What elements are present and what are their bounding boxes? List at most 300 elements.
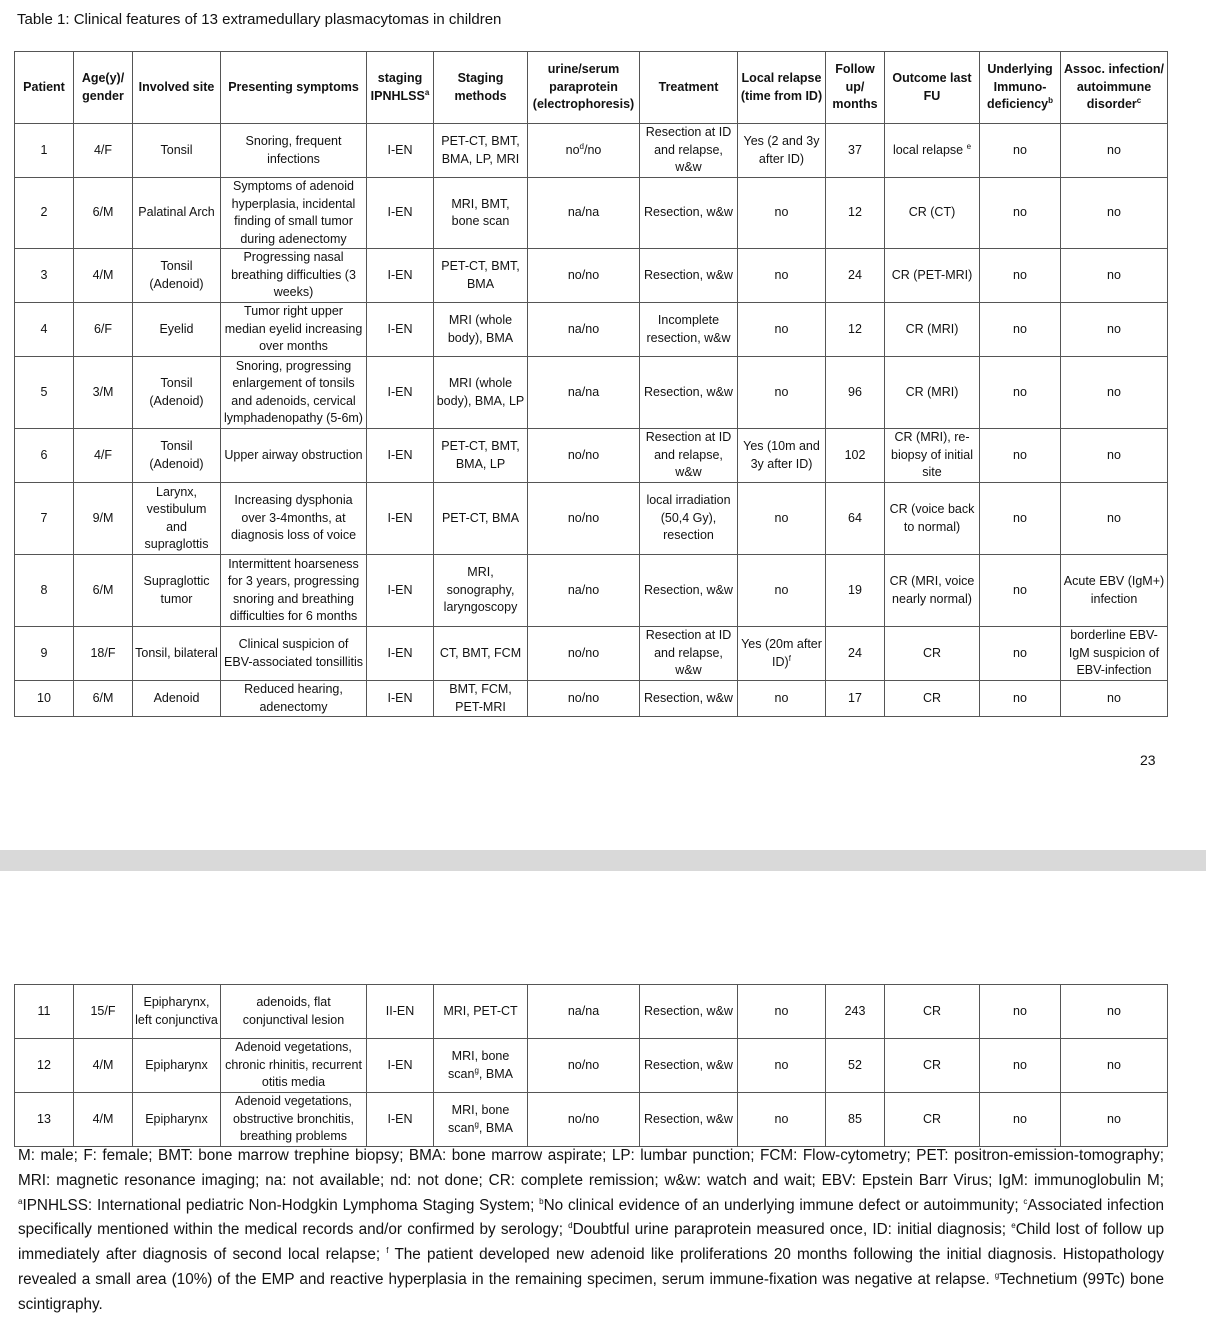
footnote-marker: d — [579, 141, 584, 151]
cell-text: Age(y)/ gender — [81, 71, 125, 103]
cell-text: na/na — [567, 205, 600, 220]
cell-text: The patient developed new adenoid like proliferations 20 months following the initial diagnosis. Histopathology revealed a small area (10%) of the EMP and reactive hyperplasia in the remaining specimen, serum immune-fixation was negative at relapse. — [18, 1246, 1164, 1288]
cell-text: 6 — [40, 447, 48, 462]
cell-text: 8 — [40, 582, 48, 597]
cell-text: no — [1107, 384, 1121, 399]
cell-text: Resection, w&w — [644, 1057, 733, 1072]
table-cell — [738, 627, 826, 681]
cell-text: Acute EBV (IgM+) infection — [1063, 574, 1165, 606]
table-cell — [15, 178, 74, 249]
clinical-features-table-part2 — [14, 984, 1168, 1147]
table-cell — [1061, 178, 1168, 249]
cell-text: PET-CT, BMT, BMA, LP — [441, 439, 520, 471]
cell-text: 10 — [37, 690, 51, 705]
footnote-marker: e — [1011, 1221, 1016, 1231]
cell-text: Adenoid vegetations, obstructive bronchitis, breathing problems — [233, 1094, 354, 1144]
cell-text: no — [1107, 205, 1121, 220]
cell-text: no — [774, 205, 789, 220]
cell-text: Presenting symptoms — [228, 79, 359, 94]
table-cell — [640, 555, 738, 627]
cell-text: no — [774, 267, 789, 282]
table-cell — [221, 555, 367, 627]
cell-text: 85 — [848, 1111, 862, 1126]
table-cell — [15, 1093, 74, 1147]
cell-text: adenoids, flat conjunctival lesion — [242, 995, 345, 1027]
cell-text: CR (MRI), re-biopsy of initial site — [891, 430, 973, 480]
cell-text: CR — [922, 645, 942, 660]
footnote-marker: g — [474, 1065, 479, 1075]
cell-text: PET-CT, BMT, BMA, LP, MRI — [441, 134, 520, 166]
cell-text: Adenoid — [153, 690, 200, 705]
column-header — [367, 52, 434, 124]
table-cell — [738, 555, 826, 627]
cell-text: 15/F — [90, 1003, 116, 1018]
table-cell — [826, 555, 885, 627]
cell-text: 9/M — [92, 510, 114, 525]
cell-text: Supraglottic tumor — [143, 574, 210, 606]
table-cell — [885, 178, 980, 249]
cell-text: Snoring, progressing enlargement of tonsils and adenoids, cervical lymphadenopathy (5-6m) — [224, 358, 363, 425]
table-cell — [826, 1039, 885, 1093]
table-cell — [434, 429, 528, 483]
table-cell — [885, 357, 980, 429]
table-row — [15, 303, 1168, 357]
cell-text: MRI, PET-CT — [443, 1003, 518, 1018]
table-row — [15, 1039, 1168, 1093]
cell-text: no/no — [567, 1057, 600, 1072]
cell-text: I-EN — [387, 690, 413, 705]
cell-text: 52 — [848, 1057, 862, 1072]
table-cell — [980, 985, 1061, 1039]
cell-text: I-EN — [387, 1057, 413, 1072]
table-cell — [15, 429, 74, 483]
cell-text: 6/M — [92, 690, 114, 705]
cell-text: Patient — [23, 79, 65, 94]
cell-text: /no — [583, 142, 602, 157]
cell-text: no — [1107, 690, 1121, 705]
cell-text: Snoring, frequent infections — [245, 134, 342, 166]
cell-text: I-EN — [387, 447, 413, 462]
column-header — [826, 52, 885, 124]
cell-text: CR (MRI, voice nearly normal) — [889, 574, 975, 606]
table-cell — [133, 681, 221, 717]
cell-text: 37 — [848, 142, 862, 157]
table-cell — [133, 985, 221, 1039]
table-cell — [74, 627, 133, 681]
table-cell — [133, 357, 221, 429]
table-cell — [826, 124, 885, 178]
table-cell — [367, 357, 434, 429]
cell-text: Progressing nasal breathing difficulties (3 weeks) — [231, 250, 356, 300]
table-cell — [528, 1093, 640, 1147]
table-cell — [367, 1093, 434, 1147]
cell-text: 4/M — [92, 1111, 114, 1126]
cell-text: no — [774, 384, 789, 399]
table-cell — [133, 249, 221, 303]
cell-text: I-EN — [387, 321, 413, 336]
cell-text: 18/F — [90, 645, 116, 660]
cell-text: no — [774, 1003, 789, 1018]
cell-text: 4 — [40, 321, 48, 336]
cell-text: 4/M — [92, 267, 114, 282]
table-cell — [980, 483, 1061, 555]
table-cell — [640, 985, 738, 1039]
table-cell — [885, 249, 980, 303]
table-cell — [528, 1039, 640, 1093]
table-cell — [826, 303, 885, 357]
table-cell — [528, 429, 640, 483]
cell-text: Epipharynx, left conjunctiva — [135, 995, 218, 1027]
cell-text: 1 — [40, 142, 48, 157]
cell-text: Staging methods — [454, 71, 507, 103]
cell-text: , BMA — [478, 1120, 513, 1135]
table-cell — [1061, 429, 1168, 483]
footnote-marker: f — [788, 653, 791, 663]
table-cell — [1061, 555, 1168, 627]
cell-text: Increasing dysphonia over 3-4months, at diagnosis loss of voice — [230, 493, 357, 543]
footnote-marker: g — [474, 1119, 479, 1129]
table-cell — [738, 429, 826, 483]
table-cell — [738, 1039, 826, 1093]
table-cell — [15, 627, 74, 681]
cell-text: I-EN — [387, 205, 413, 220]
cell-text: no — [1013, 510, 1027, 525]
table-row — [15, 985, 1168, 1039]
cell-text: 4/F — [93, 447, 113, 462]
table-cell — [133, 1039, 221, 1093]
table-cell — [367, 124, 434, 178]
cell-text: no — [1107, 447, 1121, 462]
table-cell — [826, 483, 885, 555]
cell-text: Assoc. infection/ autoimmune disorder — [1063, 62, 1165, 112]
table-cell — [434, 1039, 528, 1093]
cell-text: 13 — [37, 1111, 51, 1126]
cell-text: I-EN — [387, 582, 413, 597]
cell-text: no — [1013, 267, 1027, 282]
table-cell — [221, 1039, 367, 1093]
cell-text: CR — [922, 1111, 942, 1126]
table-cell — [434, 627, 528, 681]
cell-text: Tonsil (Adenoid) — [149, 259, 204, 291]
table-cell — [528, 483, 640, 555]
cell-text: Resection, w&w — [644, 690, 733, 705]
cell-text: na/na — [567, 1003, 600, 1018]
table-cell — [528, 555, 640, 627]
table-cell — [367, 429, 434, 483]
column-header — [434, 52, 528, 124]
table-cell — [221, 483, 367, 555]
table-cell — [826, 429, 885, 483]
cell-text: CR (voice back to normal) — [889, 502, 975, 534]
cell-text: Incomplete resection, w&w — [646, 313, 731, 345]
cell-text: Epipharynx — [145, 1111, 208, 1126]
table-cell — [74, 249, 133, 303]
cell-text: I-EN — [387, 645, 413, 660]
cell-text: Yes (10m and 3y after ID) — [743, 439, 820, 471]
table-cell — [640, 681, 738, 717]
cell-text: no — [1013, 205, 1027, 220]
table-cell — [1061, 357, 1168, 429]
table-cell — [221, 681, 367, 717]
table-cell — [133, 429, 221, 483]
table-cell — [738, 681, 826, 717]
footnote-marker: f — [386, 1246, 389, 1256]
table-cell — [528, 249, 640, 303]
cell-text: borderline EBV-IgM suspicion of EBV-infection — [1068, 628, 1160, 678]
table-cell — [221, 627, 367, 681]
cell-text: no — [1013, 1111, 1027, 1126]
cell-text: IPNHLSS: International pediatric Non-Hodgkin Lymphoma Staging System; — [22, 1196, 540, 1214]
table-cell — [221, 985, 367, 1039]
table-cell — [980, 1093, 1061, 1147]
table-cell — [133, 303, 221, 357]
table-cell — [980, 429, 1061, 483]
cell-text: local irradiation (50,4 Gy), resection — [646, 493, 731, 543]
table-cell — [367, 1039, 434, 1093]
cell-text: Yes (20m after ID) — [741, 637, 822, 669]
cell-text: no — [774, 321, 789, 336]
cell-text: Associated infection specifically mentioned within the medical records and/or confirmed by serology; — [18, 1196, 1164, 1239]
table-cell — [640, 357, 738, 429]
cell-text: 19 — [848, 582, 862, 597]
cell-text: I-EN — [387, 384, 413, 399]
table-cell — [885, 681, 980, 717]
cell-text: na/na — [567, 384, 600, 399]
footnote-marker: a — [18, 1196, 23, 1206]
cell-text: Outcome last FU — [892, 71, 972, 103]
cell-text: no/no — [567, 267, 600, 282]
table-cell — [528, 303, 640, 357]
table-cell — [133, 555, 221, 627]
cell-text: CR (CT) — [908, 205, 956, 220]
table-cell — [15, 249, 74, 303]
cell-text: Resection, w&w — [644, 1003, 733, 1018]
cell-text: no — [774, 510, 789, 525]
table-row — [15, 1093, 1168, 1147]
table-cell — [15, 985, 74, 1039]
table-cell — [826, 681, 885, 717]
cell-text: no — [1013, 645, 1027, 660]
table-cell — [528, 681, 640, 717]
table-cell — [434, 483, 528, 555]
table-cell — [738, 985, 826, 1039]
table-cell — [367, 303, 434, 357]
cell-text: no — [1107, 1111, 1121, 1126]
table-cell — [980, 249, 1061, 303]
table-cell — [1061, 483, 1168, 555]
table-cell — [221, 357, 367, 429]
cell-text: no — [1013, 142, 1027, 157]
table-cell — [980, 555, 1061, 627]
table-cell — [15, 555, 74, 627]
table-row — [15, 483, 1168, 555]
table-cell — [15, 124, 74, 178]
cell-text: I-EN — [387, 1111, 413, 1126]
cell-text: 64 — [848, 510, 862, 525]
cell-text: no/no — [567, 510, 600, 525]
cell-text: 4/F — [93, 142, 113, 157]
table-cell — [74, 681, 133, 717]
cell-text: no — [1013, 582, 1027, 597]
cell-text: I-EN — [387, 142, 413, 157]
cell-text: staging IPNHLSS — [370, 71, 425, 103]
table-cell — [738, 483, 826, 555]
table-cell — [640, 627, 738, 681]
cell-text: 96 — [848, 384, 862, 399]
column-header — [738, 52, 826, 124]
cell-text: MRI, sonography, laryngoscopy — [443, 565, 518, 615]
cell-text: 3 — [40, 267, 48, 282]
table-cell — [74, 483, 133, 555]
table-cell — [1061, 681, 1168, 717]
cell-text: no — [1013, 447, 1027, 462]
cell-text: no — [1107, 142, 1121, 157]
table-cell — [738, 357, 826, 429]
cell-text: 9 — [40, 645, 48, 660]
cell-text: no — [774, 582, 789, 597]
cell-text: BMT, FCM, PET-MRI — [449, 682, 512, 714]
table-cell — [885, 1039, 980, 1093]
table-cell — [74, 303, 133, 357]
table-cell — [367, 249, 434, 303]
table-cell — [74, 429, 133, 483]
table-cell — [133, 178, 221, 249]
table-cell — [826, 627, 885, 681]
cell-text: Resection, w&w — [644, 384, 733, 399]
table-cell — [738, 249, 826, 303]
cell-text: MRI, bone scan — [448, 1103, 510, 1135]
table-cell — [1061, 1039, 1168, 1093]
cell-text: no — [1013, 384, 1027, 399]
table-cell — [885, 124, 980, 178]
table-cell — [133, 483, 221, 555]
cell-text: no — [1013, 690, 1027, 705]
cell-text: MRI, BMT, bone scan — [451, 196, 510, 228]
cell-text: 24 — [848, 267, 862, 282]
cell-text: CR (MRI) — [905, 321, 959, 336]
cell-text: CR — [922, 1003, 942, 1018]
cell-text: Resection at ID and relapse, w&w — [645, 628, 732, 678]
table-cell — [980, 627, 1061, 681]
table-row — [15, 124, 1168, 178]
table-cell — [221, 1093, 367, 1147]
cell-text: No clinical evidence of an underlying immune defect or autoimmunity; — [543, 1196, 1024, 1214]
column-header — [528, 52, 640, 124]
cell-text: 12 — [848, 205, 862, 220]
cell-text: Tumor right upper median eyelid increasing over months — [224, 304, 363, 354]
table-cell — [221, 178, 367, 249]
table-cell — [15, 1039, 74, 1093]
cell-text: Tonsil (Adenoid) — [149, 439, 204, 471]
table-cell — [15, 483, 74, 555]
footnote-marker: b — [539, 1196, 544, 1206]
cell-text: Symptoms of adenoid hyperplasia, incidental finding of small tumor during adenectomy — [231, 179, 356, 246]
clinical-features-table-part1 — [14, 51, 1168, 717]
footnote-marker: c — [1023, 1196, 1028, 1206]
table-cell — [1061, 303, 1168, 357]
table-cell — [1061, 985, 1168, 1039]
table-cell — [980, 357, 1061, 429]
table-cell — [826, 357, 885, 429]
table-cell — [980, 681, 1061, 717]
table-cell — [367, 483, 434, 555]
cell-text: 11 — [37, 1003, 51, 1018]
table-cell — [885, 627, 980, 681]
table-cell — [367, 627, 434, 681]
cell-text: na/no — [567, 321, 600, 336]
table-cell — [15, 681, 74, 717]
table-row — [15, 555, 1168, 627]
table-row — [15, 357, 1168, 429]
table-row — [15, 429, 1168, 483]
cell-text: Treatment — [658, 79, 719, 94]
cell-text: Child lost of follow up immediately after diagnosis of second local relapse; — [18, 1221, 1165, 1264]
cell-text: PET-CT, BMT, BMA — [441, 259, 520, 291]
footnote-marker: g — [994, 1270, 1000, 1280]
cell-text: M: male; F: female; BMT: bone marrow trephine biopsy; BMA: bone marrow aspirate; LP: lumbar punction; FCM: Flow-cytometry; PET: positron-emission-tomography; MRI: magnetic resonance imaging; na: not available; nd: not done; CR: complete remission; w&w: watch and wait; EBV: Epstein Barr Virus; IgM: immunoglobulin M; — [18, 1147, 1164, 1189]
table-cell — [221, 429, 367, 483]
table-cell — [738, 178, 826, 249]
table-cell — [434, 985, 528, 1039]
table-cell — [980, 124, 1061, 178]
column-header — [1061, 52, 1168, 124]
cell-text: I-EN — [387, 510, 413, 525]
cell-text: MRI (whole body), BMA — [447, 313, 514, 345]
table-cell — [885, 429, 980, 483]
table-cell — [640, 303, 738, 357]
cell-text: CR (MRI) — [905, 384, 959, 399]
cell-text: Underlying Immuno-deficiency — [986, 62, 1053, 112]
table-cell — [980, 303, 1061, 357]
cell-text: no/no — [567, 690, 600, 705]
cell-text: na/no — [567, 582, 600, 597]
table-cell — [434, 303, 528, 357]
cell-text: no — [1107, 267, 1121, 282]
cell-text: 6/M — [92, 205, 114, 220]
column-header — [15, 52, 74, 124]
cell-text: Resection at ID and relapse, w&w — [645, 430, 732, 480]
cell-text: no — [774, 1057, 789, 1072]
cell-text: urine/serum paraprotein (electrophoresis) — [532, 62, 635, 112]
table-cell — [826, 178, 885, 249]
table-cell — [640, 429, 738, 483]
cell-text: 12 — [848, 321, 862, 336]
table-cell — [434, 178, 528, 249]
column-header — [885, 52, 980, 124]
column-header — [640, 52, 738, 124]
table-cell — [528, 124, 640, 178]
table-cell — [738, 124, 826, 178]
cell-text: 2 — [40, 205, 48, 220]
table-row — [15, 681, 1168, 717]
cell-text: 4/M — [92, 1057, 114, 1072]
table-cell — [434, 1093, 528, 1147]
table-cell — [528, 627, 640, 681]
table-cell — [1061, 249, 1168, 303]
table-cell — [640, 178, 738, 249]
cell-text: 17 — [848, 690, 862, 705]
column-header — [221, 52, 367, 124]
footnote-marker: e — [966, 141, 972, 151]
table-cell — [434, 124, 528, 178]
cell-text: CR (PET-MRI) — [891, 267, 973, 282]
cell-text: 6/F — [93, 321, 113, 336]
cell-text: Palatinal Arch — [138, 205, 215, 220]
table-cell — [434, 555, 528, 627]
cell-text: MRI, bone scan — [448, 1049, 510, 1081]
cell-text: Intermittent hoarseness for 3 years, progressing snoring and breathing difficulties for 6 months — [227, 556, 360, 623]
table-cell — [980, 1039, 1061, 1093]
